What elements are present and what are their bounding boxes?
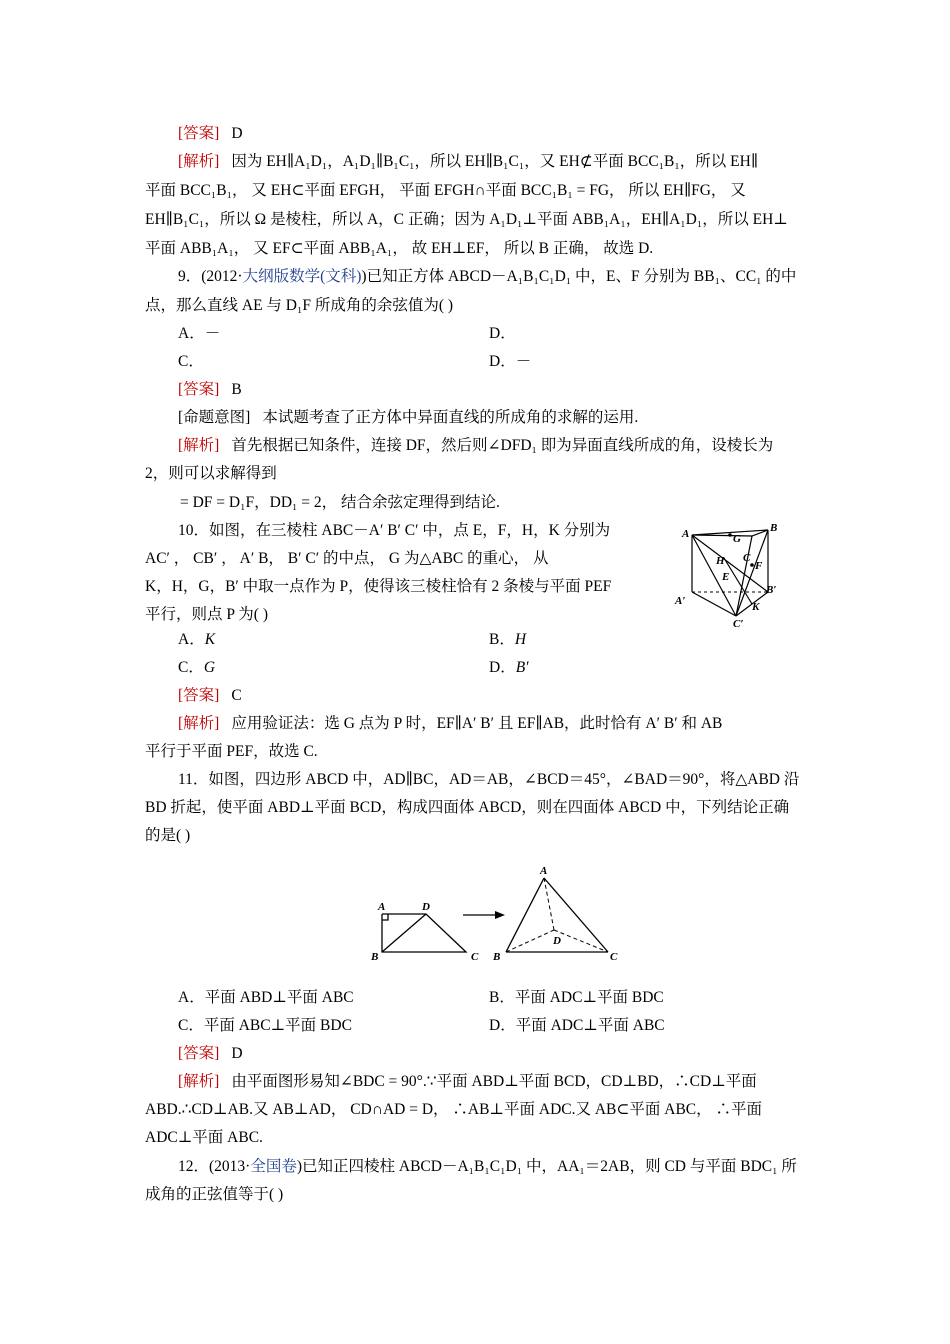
text-line: = DF = D₁F，DD₁ = 2， 结合余弦定理得到结论. <box>180 494 500 511</box>
text-line: 平面 BCC₁B₁， 又 EH⊂平面 EFGH， 平面 EFGH∩平面 BCC₁B₁ = FG， 所以 EH∥FG， 又 <box>145 182 746 199</box>
label-b-prime: B′ <box>766 584 777 596</box>
answer-tag: [答案] <box>178 1045 220 1062</box>
text-line: AC′ ， CB′ ， A′ B， B′ C′ 的中点， G 为△ABC 的重心， 从 <box>145 550 549 567</box>
answer-line-9: [答案] B <box>178 381 242 398</box>
question-11-stem: 11．如图，四边形 ABCD 中，AD∥BC，AD＝AB，∠BCD＝45°，∠BAD＝90°，将△ABD 沿 <box>178 771 800 788</box>
q10-option-a: A．K <box>178 631 216 648</box>
answer-tag: [答案] <box>178 687 220 704</box>
text-line: EH∥B₁C₁，所以 Ω 是棱柱，所以 A，C 正确；因为 A₁D₁⊥平面 ABB₁A₁，EH∥A₁D₁，所以 EH⊥ <box>145 211 788 228</box>
right-label-a: A <box>540 865 548 877</box>
label-h: H <box>716 555 725 567</box>
label-g: G <box>733 533 741 545</box>
left-label-b: B <box>371 951 379 963</box>
q11-option-c: C．平面 ABC⊥平面 BDC <box>178 1017 352 1034</box>
q11-option-d: D．平面 ADC⊥平面 ABC <box>489 1017 665 1034</box>
analysis-line-10: [解析] 应用验证法：选 G 点为 P 时，EF∥A′ B′ 且 EF∥AB，此时恰有 A′ B′ 和 AB <box>178 715 723 732</box>
trapezoid-abcd <box>382 914 466 952</box>
text-line: 成角的正弦值等于( ) <box>145 1186 284 1203</box>
text-line: BD 折起，使平面 ABD⊥平面 BCD，构成四面体 ABCD，则在四面体 ABCD 中，下列结论正确 <box>145 799 790 816</box>
question-9-stem: 9．(2012·大纲版数学(文科))已知正方体 ABCD－A₁B₁C₁D₁ 中，E、F 分别为 BB₁、CC₁ 的中 <box>178 268 797 285</box>
analysis-tag: [解析] <box>178 715 220 732</box>
q9-option-d2: D．－ <box>489 353 532 370</box>
q10-option-c: C．G <box>178 659 216 676</box>
intent-line-9: [命题意图] 本试题考查了正方体中异面直线的所成角的求解的运用. <box>178 409 639 426</box>
intent-tag: [命题意图] <box>178 409 251 426</box>
right-label-d: D <box>553 935 561 947</box>
analysis-line-9: [解析] 首先根据已知条件，连接 DF，然后则∠DFD₁ 即为异面直线所成的角，设棱长为 <box>178 437 774 454</box>
label-c: C <box>743 552 751 564</box>
label-e: E <box>722 571 730 583</box>
text-line: 平行，则点 P 为( ) <box>145 606 268 623</box>
answer-line-10: [答案] C <box>178 687 242 704</box>
arrow-head <box>495 911 505 919</box>
point-g <box>728 533 732 537</box>
source-tag: 全国卷 <box>250 1158 297 1175</box>
label-a-prime: A′ <box>675 595 686 607</box>
text-line: ABD.∴CD⊥AB.又 AB⊥AD， CD∩AD = D， ∴AB⊥平面 ADC.又 AB⊂平面 ABC， ∴平面 <box>145 1101 762 1118</box>
fold-figure <box>368 860 630 970</box>
right-angle-mark <box>382 914 388 920</box>
text-line: ADC⊥平面 ABC. <box>145 1129 263 1146</box>
q9-option-a: A．－ <box>178 325 221 342</box>
question-12-stem: 12．(2013·全国卷)已知正四棱柱 ABCD－A₁B₁C₁D₁ 中，AA₁＝2AB，则 CD 与平面 BDC₁ 所 <box>178 1158 797 1175</box>
text-line: K，H，G，B′ 中取一点作为 P，使得该三棱柱恰有 2 条棱与平面 PEF <box>145 578 612 595</box>
q11-option-a: A．平面 ABD⊥平面 ABC <box>178 989 354 1006</box>
answer-line-11: [答案] D <box>178 1045 243 1062</box>
q9-option-c: C． <box>178 353 204 370</box>
text-line: 的是( ) <box>145 827 191 844</box>
q9-option-d: D． <box>489 325 516 342</box>
text-line: 平行于平面 PEF，故选 C. <box>145 743 318 760</box>
label-c-prime: C′ <box>733 618 744 630</box>
q10-option-d: D．B′ <box>489 659 529 676</box>
question-10-stem: 10．如图，在三棱柱 ABC－A′ B′ C′ 中，点 E，F，H，K 分别为 <box>178 522 611 539</box>
analysis-line-11: [解析] 由平面图形易知∠BDC = 90°.∵平面 ABD⊥平面 BCD，CD⊥BD，∴CD⊥平面 <box>178 1073 757 1090</box>
label-f: F <box>755 560 763 572</box>
text-line: 2，则可以求解得到 <box>145 465 277 482</box>
left-label-c: C <box>471 951 479 963</box>
left-label-a: A <box>378 901 386 913</box>
right-label-b: B <box>493 951 501 963</box>
analysis-tag: [解析] <box>178 1073 220 1090</box>
right-label-c: C <box>610 951 618 963</box>
label-b: B <box>770 522 778 534</box>
text-line: 平面 ABB₁A₁， 又 EF⊂平面 ABB₁A₁， 故 EH⊥EF， 所以 B 正确， 故选 D. <box>145 240 654 257</box>
answer-tag: [答案] <box>178 125 220 142</box>
analysis-line-8: [解析] 因为 EH∥A₁D₁，A₁D₁∥B₁C₁，所以 EH∥B₁C₁，又 EH⊄平面 BCC₁B₁，所以 EH∥ <box>178 153 758 170</box>
analysis-tag: [解析] <box>178 153 220 170</box>
left-label-d: D <box>422 901 430 913</box>
answer-line-8: [答案] D <box>178 125 243 142</box>
label-a: A <box>682 528 690 540</box>
analysis-tag: [解析] <box>178 437 220 454</box>
prism-edge <box>736 536 752 616</box>
tetra-hidden-ad <box>544 878 554 930</box>
text-line: 点，那么直线 AE 与 D₁F 所成角的余弦值为( ) <box>145 297 454 314</box>
q11-option-b: B．平面 ADC⊥平面 BDC <box>489 989 664 1006</box>
point-f <box>750 563 754 567</box>
tetra-edge-ab <box>506 878 544 952</box>
tetra-hidden-dc <box>554 930 608 952</box>
prism-figure <box>668 518 786 632</box>
answer-tag: [答案] <box>178 381 220 398</box>
q10-option-b: B．H <box>489 631 527 648</box>
label-k: K <box>752 601 760 613</box>
tetra-hidden-bd <box>506 930 554 952</box>
source-tag: 大纲版数学(文科) <box>242 268 362 285</box>
